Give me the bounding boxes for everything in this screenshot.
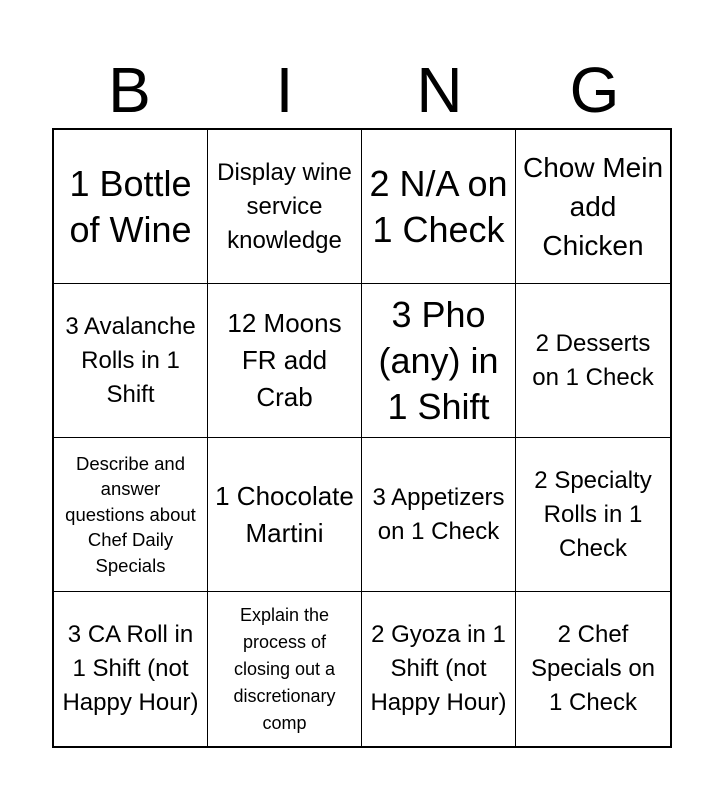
bingo-cell-text: 2 N/A on 1 Check	[369, 162, 508, 250]
bingo-board	[52, 128, 672, 748]
bingo-cell-r2c1[interactable]	[54, 284, 208, 438]
bingo-header	[52, 52, 672, 128]
bingo-cell-r3c1[interactable]	[54, 438, 208, 592]
bingo-cell-r2c2[interactable]	[208, 284, 362, 438]
bingo-cell-r3c4[interactable]	[516, 438, 670, 592]
bingo-cell-text: Describe and answer questions about Chef Daily Specials	[65, 452, 196, 576]
bingo-cell-r1c1[interactable]	[54, 130, 208, 284]
bingo-cell-r1c4[interactable]	[516, 130, 670, 284]
header-letter-n: N	[416, 54, 463, 126]
bingo-cell-text: Explain the process of closing out a discretionary comp	[233, 604, 336, 733]
bingo-cell-r3c2[interactable]	[208, 438, 362, 592]
bingo-cell-text: 12 Moons FR add Crab	[227, 308, 342, 412]
bingo-cell-text: 1 Chocolate Martini	[215, 480, 354, 548]
bingo-cell-r4c3[interactable]	[362, 592, 516, 746]
header-letter-g: G	[569, 54, 620, 126]
bingo-cell-r1c3[interactable]	[362, 130, 516, 284]
bingo-cell-text: 1 Bottle of Wine	[69, 162, 192, 250]
bingo-cell-r4c1[interactable]	[54, 592, 208, 746]
bingo-cell-text: Display wine service knowledge	[217, 158, 352, 254]
bingo-cell-r2c4[interactable]	[516, 284, 670, 438]
bingo-cell-text: 3 CA Roll in 1 Shift (not Happy Hour)	[62, 621, 199, 716]
bingo-cell-r4c4[interactable]	[516, 592, 670, 746]
bingo-cell-r4c2[interactable]	[208, 592, 362, 746]
bingo-cell-text: 3 Avalanche Rolls in 1 Shift	[65, 312, 196, 408]
bingo-cell-text: 2 Gyoza in 1 Shift (not Happy Hour)	[370, 621, 507, 716]
bingo-cell-text: 3 Appetizers on 1 Check	[372, 483, 505, 545]
bingo-cell-r1c2[interactable]	[208, 130, 362, 284]
header-letter-b: B	[108, 54, 151, 126]
bingo-cell-r2c3[interactable]	[362, 284, 516, 438]
bingo-cell-text: Chow Mein add Chicken	[522, 152, 664, 261]
header-letter-i: I	[275, 54, 294, 126]
bingo-cell-text: 3 Pho (any) in 1 Shift	[378, 293, 499, 427]
bingo-cell-text: 2 Desserts on 1 Check	[532, 329, 654, 391]
bingo-cell-r3c3[interactable]	[362, 438, 516, 592]
bingo-cell-text: 2 Specialty Rolls in 1 Check	[534, 466, 652, 562]
bingo-cell-text: 2 Chef Specials on 1 Check	[530, 621, 656, 716]
